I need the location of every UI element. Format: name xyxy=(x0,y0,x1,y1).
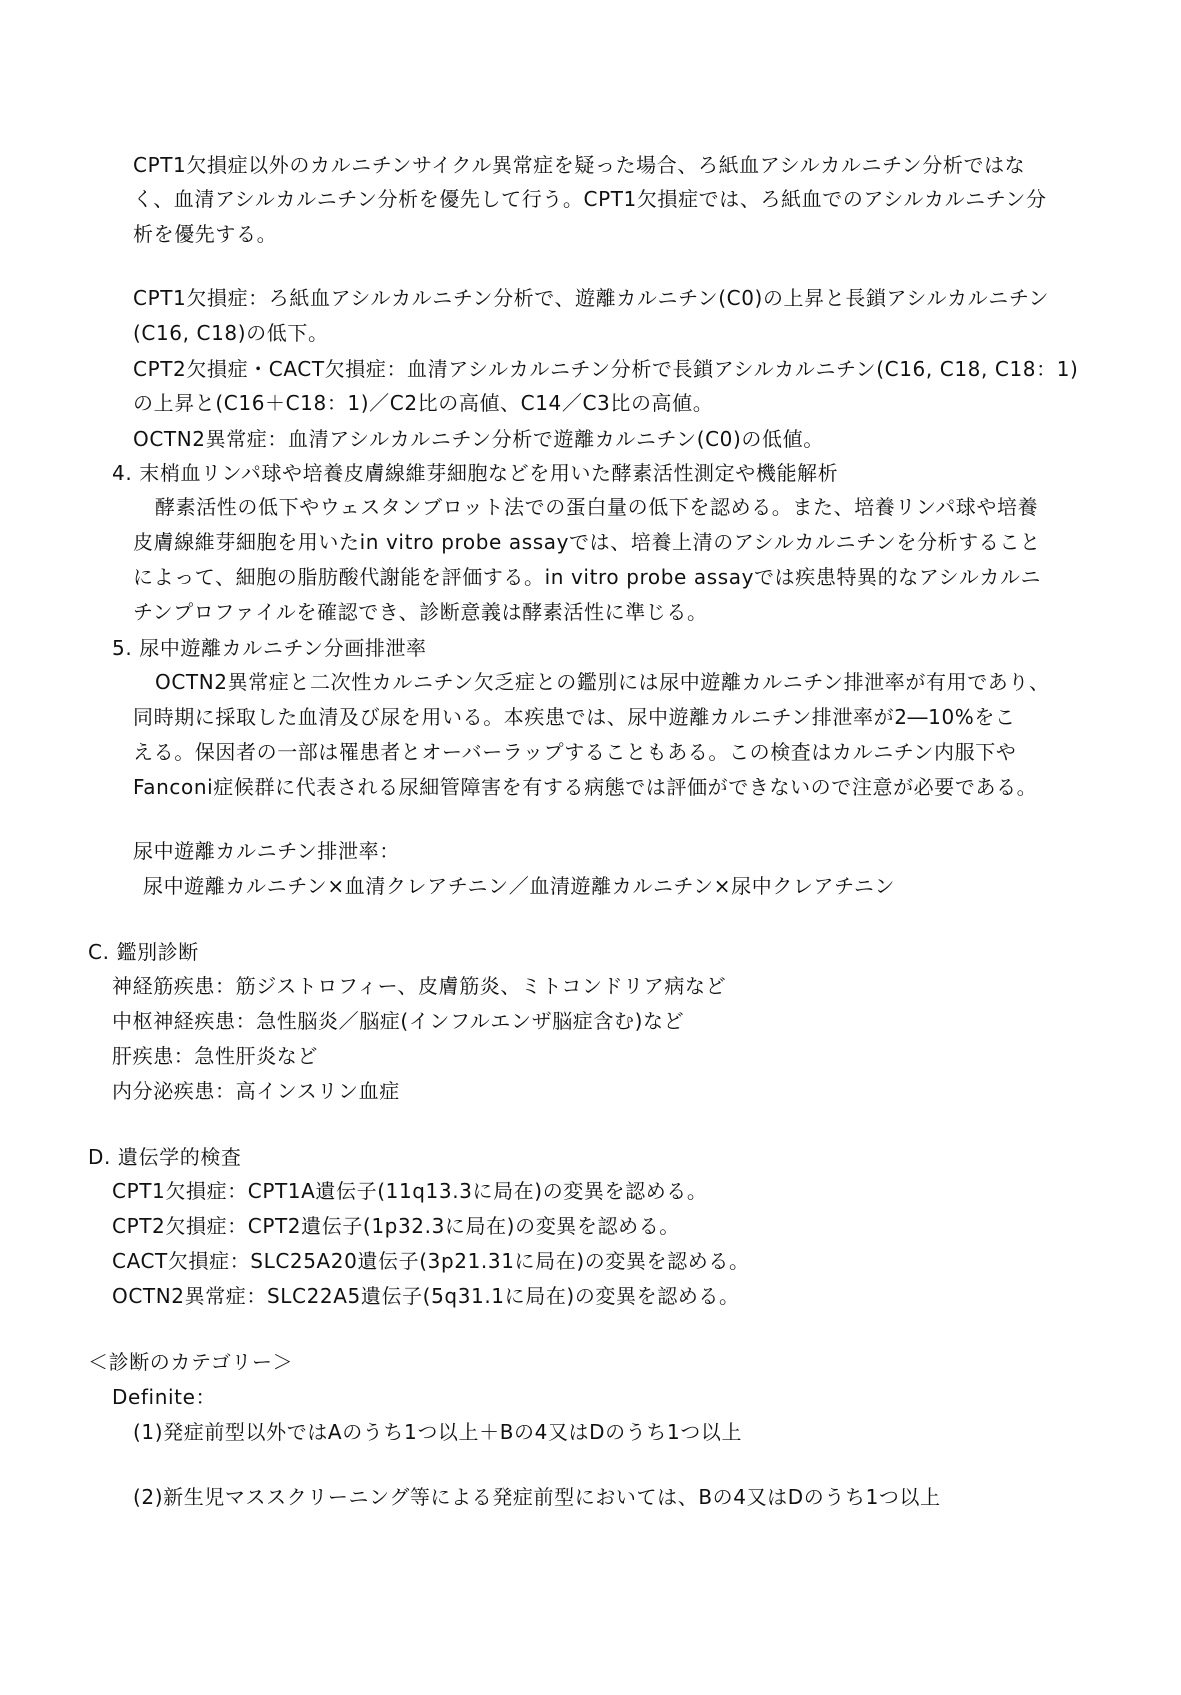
section-heading: 5. 尿中遊離カルニチン分画排泄率 xyxy=(112,636,427,660)
section-heading: C. 鑑別診断 xyxy=(88,940,199,964)
text-line: 神経筋疾患：筋ジストロフィー、皮膚筋炎、ミトコンドリア病など xyxy=(112,974,727,998)
formula-line: 尿中遊離カルニチン×血清クレアチニン／血清遊離カルニチン×尿中クレアチニン xyxy=(143,874,896,898)
text-line: によって、細胞の脂肪酸代謝能を評価する。in vitro probe assayでは疾患特異的なアシルカルニ xyxy=(133,565,1042,589)
text-line: Fanconi症候群に代表される尿細管障害を有する病態では評価ができないので注意が必要である。 xyxy=(133,775,1038,799)
text-line: の上昇と(C16＋C18：1)／C2比の高値、C14／C3比の高値。 xyxy=(133,391,714,415)
text-line: OCTN2異常症と二次性カルニチン欠乏症との鑑別には尿中遊離カルニチン排泄率が有用であり、 xyxy=(155,670,1050,694)
text-line: CPT1欠損症以外のカルニチンサイクル異常症を疑った場合、ろ紙血アシルカルニチン分析ではな xyxy=(133,153,1026,177)
section-heading: D. 遺伝学的検査 xyxy=(88,1145,242,1169)
text-line: 同時期に採取した血清及び尿を用いる。本疾患では、尿中遊離カルニチン排泄率が2―10%をこ xyxy=(133,705,1016,729)
text-line: 酵素活性の低下やウェスタンブロット法での蛋白量の低下を認める。また、培養リンパ球や培養 xyxy=(155,495,1039,519)
text-line: CPT1欠損症：ろ紙血アシルカルニチン分析で、遊離カルニチン(C0)の上昇と長鎖アシルカルニチン xyxy=(133,286,1050,310)
text-line: 肝疾患：急性肝炎など xyxy=(112,1044,318,1068)
text-line: 尿中遊離カルニチン排泄率： xyxy=(133,839,400,863)
text-line: チンプロファイルを確認でき、診断意義は酵素活性に準じる。 xyxy=(133,600,708,624)
section-heading: 4. 末梢血リンパ球や培養皮膚線維芽細胞などを用いた酵素活性測定や機能解析 xyxy=(112,461,839,485)
text-line: OCTN2異常症：SLC22A5遺伝子(5q31.1に局在)の変異を認める。 xyxy=(112,1284,740,1308)
text-line: CPT2欠損症：CPT2遺伝子(1p32.3に局在)の変異を認める。 xyxy=(112,1214,680,1238)
section-heading: ＜診断のカテゴリー＞ xyxy=(88,1350,294,1374)
text-line: 内分泌疾患：高インスリン血症 xyxy=(112,1079,400,1103)
text-line: (1)発症前型以外ではAのうち1つ以上＋Bの4又はDのうち1つ以上 xyxy=(133,1420,743,1444)
text-line: える。保因者の一部は罹患者とオーバーラップすることもある。この検査はカルニチン内服下や xyxy=(133,740,1017,764)
text-line: (2)新生児マススクリーニング等による発症前型においては、Bの4又はDのうち1つ以上 xyxy=(133,1485,941,1509)
text-line: 皮膚線維芽細胞を用いたin vitro probe assayでは、培養上清のアシルカルニチンを分析すること xyxy=(133,530,1041,554)
text-line: Definite： xyxy=(112,1385,217,1409)
text-line: CPT1欠損症：CPT1A遺伝子(11q13.3に局在)の変異を認める。 xyxy=(112,1179,708,1203)
text-line: CPT2欠損症・CACT欠損症：血清アシルカルニチン分析で長鎖アシルカルニチン(C16, C18, C18：1) xyxy=(133,357,1079,381)
text-line: 析を優先する。 xyxy=(133,222,278,246)
text-line: CACT欠損症：SLC25A20遺伝子(3p21.31に局在)の変異を認める。 xyxy=(112,1249,750,1273)
text-line: (C16, C18)の低下。 xyxy=(133,321,329,345)
text-line: く、血清アシルカルニチン分析を優先して行う。CPT1欠損症では、ろ紙血でのアシルカルニチン分 xyxy=(133,187,1047,211)
text-line: OCTN2異常症：血清アシルカルニチン分析で遊離カルニチン(C0)の低値。 xyxy=(133,427,824,451)
text-line: 中枢神経疾患：急性脳炎／脳症(インフルエンザ脳症含む)など xyxy=(112,1009,685,1033)
